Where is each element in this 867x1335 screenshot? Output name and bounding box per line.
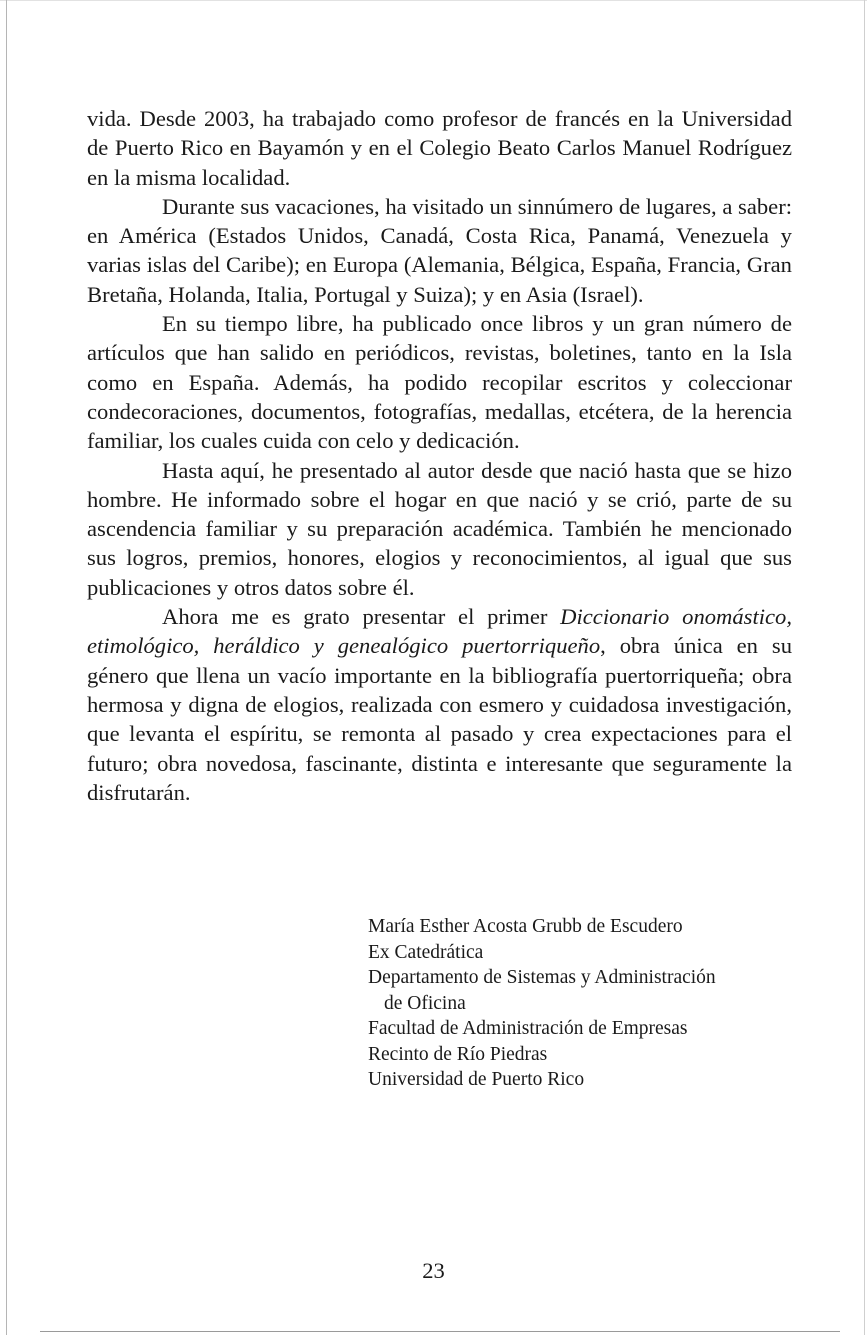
line: reconocimientos, al igual que sus publicaciones y otros datos sobre él. xyxy=(87,545,792,600)
line: de artículos que han salido en periódicos, revistas, boletines, tanto en xyxy=(87,311,792,366)
signature-faculty: Facultad de Administración de Empresas xyxy=(368,1018,688,1039)
signature-campus: Recinto de Río Piedras xyxy=(368,1043,548,1065)
line: dedicación. xyxy=(416,428,520,454)
paragraph-5-intro: Ahora me es grato presentar el primer xyxy=(162,604,561,630)
line: Universidad de Puerto Rico en Bayamón y en el Colegio Beato Carlos xyxy=(87,106,792,161)
line: etcétera, de la herencia familiar, los cuales cuida con celo y xyxy=(87,398,793,454)
line: Manuel Rodríguez en la misma localidad. xyxy=(87,135,793,190)
line: la Isla como en España. Además, ha podido recopilar escritos y xyxy=(87,340,792,395)
page-edge-bottom xyxy=(40,1331,840,1332)
paragraph-5 xyxy=(87,602,792,807)
line: En su tiempo libre, ha publicado once libros y un gran número xyxy=(162,311,762,337)
paragraph-3 xyxy=(87,309,792,455)
line: coleccionar condecoraciones, documentos, fotografías, medallas, xyxy=(87,369,792,424)
line: Hasta aquí, he presentado al autor desde que nació hasta que xyxy=(162,457,721,483)
line: vida. Desde 2003, ha trabajado como profesor de francés en la xyxy=(87,106,674,131)
signature-department: Departamento de Sistemas y Administración xyxy=(368,967,716,988)
line: Venezuela y varias islas del Caribe); en Europa (Alemania, Bélgica, xyxy=(87,223,792,278)
page-number: 23 xyxy=(422,1258,445,1283)
line: parte de su ascendencia familiar y su preparación académica. xyxy=(87,486,792,542)
paragraph-4 xyxy=(87,456,792,602)
signature-university: Universidad de Puerto Rico xyxy=(368,1069,585,1090)
page-edge-left xyxy=(6,0,7,1335)
book-title: Diccionario onomástico, etimológico, heráldico y genealógico puertorriqueño xyxy=(87,604,792,659)
signature-position: Ex Catedrática xyxy=(368,941,484,963)
line: a saber: en América (Estados Unidos, Canadá, Costa Rica, Panamá, xyxy=(87,193,792,249)
line: España, Francia, Gran Bretaña, Holanda, Italia, Portugal y Suiza); y xyxy=(87,252,792,307)
line: se hizo hombre. He informado sobre el hogar en que nació y se crió, xyxy=(87,457,792,512)
paragraph-2 xyxy=(87,192,792,309)
line: en Asia (Israel). xyxy=(499,281,644,307)
page-edge-top xyxy=(0,0,867,1)
line: También he mencionado sus logros, premios, honores, elogios y xyxy=(87,516,792,571)
body-text xyxy=(87,104,792,807)
page-edge-right xyxy=(864,0,865,1335)
line: Durante sus vacaciones, ha visitado un sinnúmero de lugares, xyxy=(162,193,717,219)
signature-name: María Esther Acosta Grubb de Escudero xyxy=(368,916,683,937)
paragraph-5-rest: , obra única en su género que llena un vacío importante en la bibliografía puertorriqueña; obra hermosa y digna de elogios, realizada con esmero y cuidadosa investigación, que levanta el espíritu, se remonta al pasado y crea expectaciones para el futuro; obra novedosa, fascinante, distinta e interesante que seguramente la disfrutarán. xyxy=(87,633,792,805)
signature-block xyxy=(368,914,808,1093)
paragraph-1 xyxy=(87,104,792,192)
signature-department-cont: de Oficina xyxy=(384,992,466,1014)
